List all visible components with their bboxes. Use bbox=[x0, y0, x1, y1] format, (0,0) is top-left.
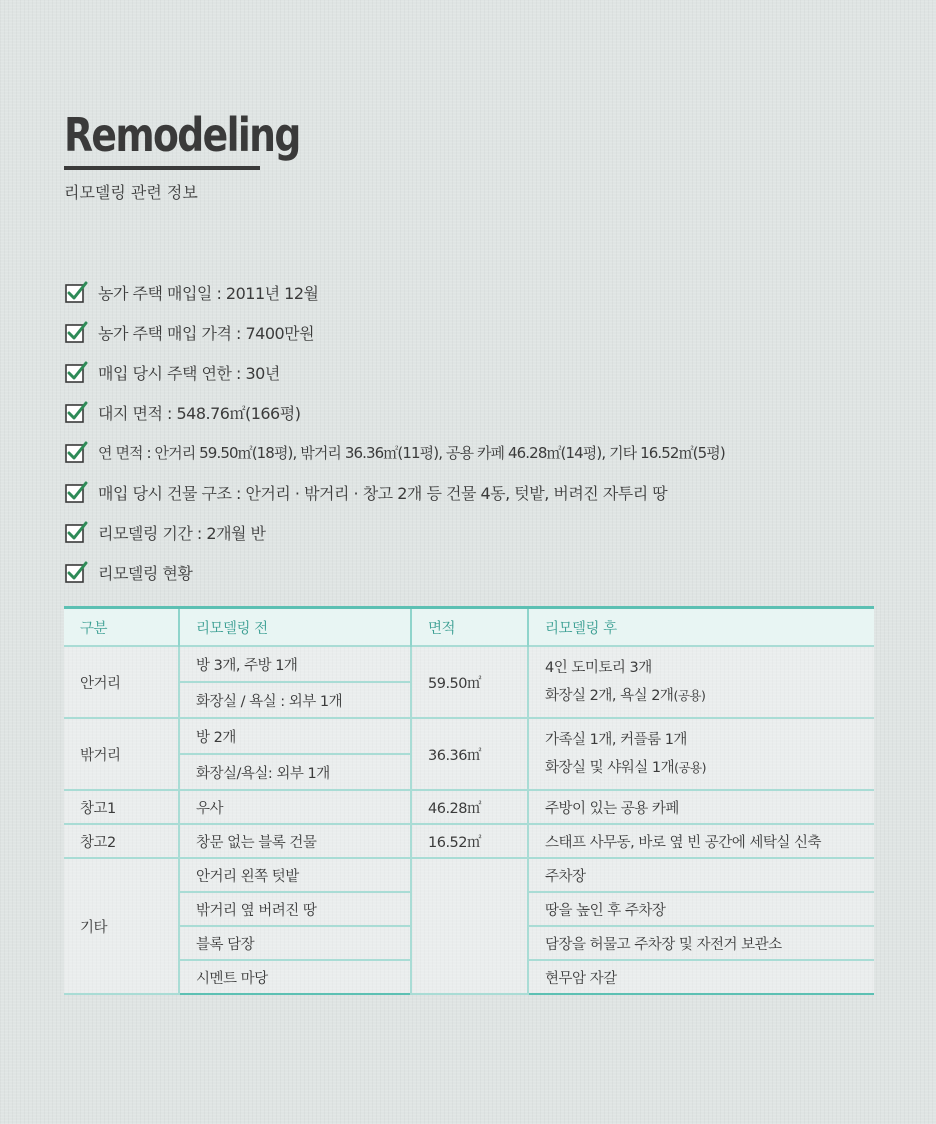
page-subtitle: 리모델링 관련 정보 bbox=[64, 183, 198, 202]
cell-before: 안거리 왼쪽 텃밭 bbox=[179, 858, 411, 892]
checklist-item bbox=[64, 432, 725, 472]
cell-after: 땅을 높인 후 주차장 bbox=[528, 892, 874, 926]
cell-category: 창고2 bbox=[64, 824, 179, 858]
checklist-item bbox=[64, 512, 725, 552]
cell-after: 현무암 자갈 bbox=[528, 960, 874, 994]
checkbox-checked-icon bbox=[64, 280, 88, 304]
after-line: 4인 도미토리 3개 bbox=[545, 660, 652, 676]
cell-before: 시멘트 마당 bbox=[179, 960, 411, 994]
checklist-text: 리모델링 기간 : 2개월 반 bbox=[98, 523, 266, 543]
checklist-text: 리모델링 현황 bbox=[98, 563, 193, 583]
checkbox-checked-icon bbox=[64, 520, 88, 544]
cell-after: 주방이 있는 공용 카페 bbox=[528, 790, 874, 824]
checkbox-checked-icon bbox=[64, 560, 88, 584]
after-text: 화장실 2개, 욕실 2개 bbox=[545, 688, 674, 704]
cell-category: 기타 bbox=[64, 858, 179, 994]
checklist-text: 매입 당시 주택 연한 : 30년 bbox=[98, 363, 280, 383]
checklist-item bbox=[64, 312, 725, 352]
cell-before: 창문 없는 블록 건물 bbox=[179, 824, 411, 858]
checklist-item bbox=[64, 352, 725, 392]
cell-area: 36.36㎡ bbox=[411, 718, 528, 790]
after-note: (공용) bbox=[673, 688, 706, 703]
cell-after bbox=[528, 646, 874, 718]
cell-area: 16.52㎡ bbox=[411, 824, 528, 858]
cell-before: 우사 bbox=[179, 790, 411, 824]
cell-category: 창고1 bbox=[64, 790, 179, 824]
after-line: 가족실 1개, 커플룸 1개 bbox=[545, 732, 687, 748]
checklist-text: 매입 당시 건물 구조 : 안거리 · 밖거리 · 창고 2개 등 건물 4동, 텃밭, 버려진 자투리 땅 bbox=[98, 483, 668, 503]
checklist-item bbox=[64, 552, 725, 592]
after-note: (공용) bbox=[674, 760, 707, 775]
cell-after bbox=[528, 718, 874, 790]
info-checklist bbox=[64, 272, 725, 592]
cell-category: 안거리 bbox=[64, 646, 179, 718]
table-header-row bbox=[64, 608, 874, 647]
cell-before: 화장실 / 욕실 : 외부 1개 bbox=[179, 682, 411, 718]
table-row bbox=[64, 824, 874, 858]
header-category: 구분 bbox=[64, 608, 179, 647]
cell-before: 방 3개, 주방 1개 bbox=[179, 646, 411, 682]
remodeling-status-table bbox=[64, 606, 874, 995]
header-before: 리모델링 전 bbox=[179, 608, 411, 647]
cell-area: 46.28㎡ bbox=[411, 790, 528, 824]
checkbox-checked-icon bbox=[64, 320, 88, 344]
cell-after: 담장을 허물고 주차장 및 자전거 보관소 bbox=[528, 926, 874, 960]
after-line bbox=[545, 754, 858, 782]
after-text: 화장실 및 샤워실 1개 bbox=[545, 760, 675, 776]
checklist-text: 대지 면적 : 548.76㎡(166평) bbox=[98, 403, 301, 423]
cell-area bbox=[411, 858, 528, 994]
cell-before: 화장실/욕실: 외부 1개 bbox=[179, 754, 411, 790]
checklist-item bbox=[64, 472, 725, 512]
checklist-text: 연 면적 : 안거리 59.50㎡(18평), 밖거리 36.36㎡(11평), 공용 카페 46.28㎡(14평), 기타 16.52㎡(5평) bbox=[98, 443, 725, 462]
table-row bbox=[64, 858, 874, 892]
table-row bbox=[64, 790, 874, 824]
table-row bbox=[64, 718, 874, 754]
cell-after: 스태프 사무동, 바로 옆 빈 공간에 세탁실 신축 bbox=[528, 824, 874, 858]
title-underline bbox=[64, 166, 260, 170]
cell-after: 주차장 bbox=[528, 858, 874, 892]
cell-area: 59.50㎡ bbox=[411, 646, 528, 718]
checkbox-checked-icon bbox=[64, 400, 88, 424]
cell-before: 밖거리 옆 버려진 땅 bbox=[179, 892, 411, 926]
checkbox-checked-icon bbox=[64, 480, 88, 504]
checkbox-checked-icon bbox=[64, 360, 88, 384]
header-area: 면적 bbox=[411, 608, 528, 647]
checklist-text: 농가 주택 매입일 : 2011년 12월 bbox=[98, 283, 319, 303]
page-title: Remodeling bbox=[64, 108, 300, 162]
checklist-item bbox=[64, 392, 725, 432]
table-row bbox=[64, 646, 874, 682]
cell-before: 블록 담장 bbox=[179, 926, 411, 960]
checkbox-checked-icon bbox=[64, 440, 88, 464]
after-line bbox=[545, 682, 858, 710]
cell-before: 방 2개 bbox=[179, 718, 411, 754]
checklist-item bbox=[64, 272, 725, 312]
cell-category: 밖거리 bbox=[64, 718, 179, 790]
checklist-text: 농가 주택 매입 가격 : 7400만원 bbox=[98, 323, 315, 343]
header-after: 리모델링 후 bbox=[528, 608, 874, 647]
